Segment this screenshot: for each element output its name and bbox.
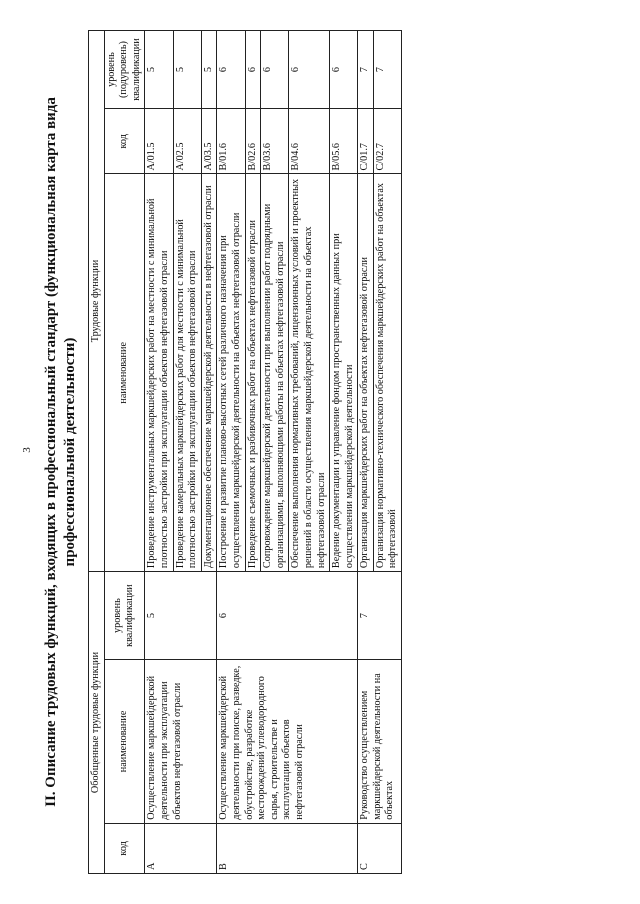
tf-code: A/03.5	[201, 109, 217, 174]
table-row	[358, 31, 374, 874]
tf-level: 6	[245, 31, 261, 109]
tf-level: 6	[217, 31, 245, 109]
tf-level-header: уровень (подуровень) квалификации	[104, 31, 145, 109]
table-row	[145, 31, 173, 874]
gf-level: 6	[217, 572, 358, 660]
tf-level: 6	[330, 31, 358, 109]
gf-name: Осуществление маркшейдерской деятельности при эксплуатации объектов нефтегазовой отрасли	[145, 660, 217, 824]
tf-level: 7	[358, 31, 374, 109]
gf-code-header: код	[104, 823, 145, 873]
gf-name: Руководство осуществлением маркшейдерской деятельности на объектах	[358, 660, 402, 824]
tf-name: Проведение съемочных и разбивочных работ на объектах нефтегазовой отрасли	[245, 174, 261, 572]
tf-name: Сопровождение маркшейдерской деятельности при выполнении работ подрядными организациями, выполняющими работы на объектах нефтегазовой отрасли	[261, 174, 289, 572]
tf-level: 6	[261, 31, 289, 109]
gf-code: A	[145, 823, 217, 873]
generalized-functions-header: Обобщенные трудовые функции	[89, 572, 105, 874]
tf-code: A/02.5	[173, 109, 201, 174]
heading-line-2: профессиональной деятельности)	[62, 337, 78, 567]
gf-level: 5	[145, 572, 217, 660]
functional-map-table	[88, 30, 402, 874]
tf-code: B/04.6	[289, 109, 330, 174]
gf-code: B	[217, 823, 358, 873]
tf-name: Организация маркшейдерских работ на объектах нефтегазовой отрасли	[358, 174, 374, 572]
tf-name: Организация нормативно-технического обеспечения маркшейдерских работ на объектах нефтегазовой	[373, 174, 401, 572]
tf-code: B/01.6	[217, 109, 245, 174]
tf-name: Обеспечение выполнения нормативных требований, лицензионных условий и проектных решений в области осуществления маркшейдерской деятельности на объектах нефтегазовой отрасли	[289, 174, 330, 572]
gf-name: Осуществление маркшейдерской деятельности при поиске, разведке, обустройстве, разработке месторождений углеводородного сырья, строительстве и эксплуатации объектов нефтегазовой отрасли	[217, 660, 358, 824]
tf-level: 6	[289, 31, 330, 109]
tf-code-header: код	[104, 109, 145, 174]
tf-name: Ведение документации и управление фондом пространственных данных при осуществлении маркшейдерской деятельности	[330, 174, 358, 572]
tf-level: 7	[373, 31, 401, 109]
labor-functions-header: Трудовые функции	[89, 31, 105, 572]
table-row	[217, 31, 245, 874]
gf-code: C	[358, 823, 402, 873]
rotated-page	[38, 30, 608, 874]
tf-level: 5	[201, 31, 217, 109]
gf-level-header: уровень квалификации	[104, 572, 145, 660]
tf-code: B/03.6	[261, 109, 289, 174]
tf-code: A/01.5	[145, 109, 173, 174]
tf-code: B/05.6	[330, 109, 358, 174]
heading-line-1: II. Описание трудовых функций, входящих в профессиональный стандарт (функциональная карта вида	[43, 97, 59, 807]
gf-level: 7	[358, 572, 402, 660]
tf-code: C/01.7	[358, 109, 374, 174]
tf-name: Документационное обеспечение маркшейдерской деятельности в нефтегазовой отрасли	[201, 174, 217, 572]
gf-name-header: наименование	[104, 660, 145, 824]
tf-name: Построение и развитие планово-высотных сетей различного назначения при осуществлении маркшейдерской деятельности на объектах нефтегазовой отрасли	[217, 174, 245, 572]
tf-name: Проведение камеральных маркшейдерских работ для местности с минимальной плотностью застройки при эксплуатации объектов нефтегазовой отрасли	[173, 174, 201, 572]
tf-level: 5	[173, 31, 201, 109]
page-number: 3	[20, 447, 33, 453]
landscape-content	[38, 30, 608, 874]
tf-code: B/02.6	[245, 109, 261, 174]
tf-name-header: наименование	[104, 174, 145, 572]
tf-level: 5	[145, 31, 173, 109]
tf-code: C/02.7	[373, 109, 401, 174]
tf-name: Проведение инструментальных маркшейдерских работ на местности с минимальной плотностью застройки при эксплуатации объектов нефтегазовой отрасли	[145, 174, 173, 572]
section-heading	[42, 40, 80, 864]
